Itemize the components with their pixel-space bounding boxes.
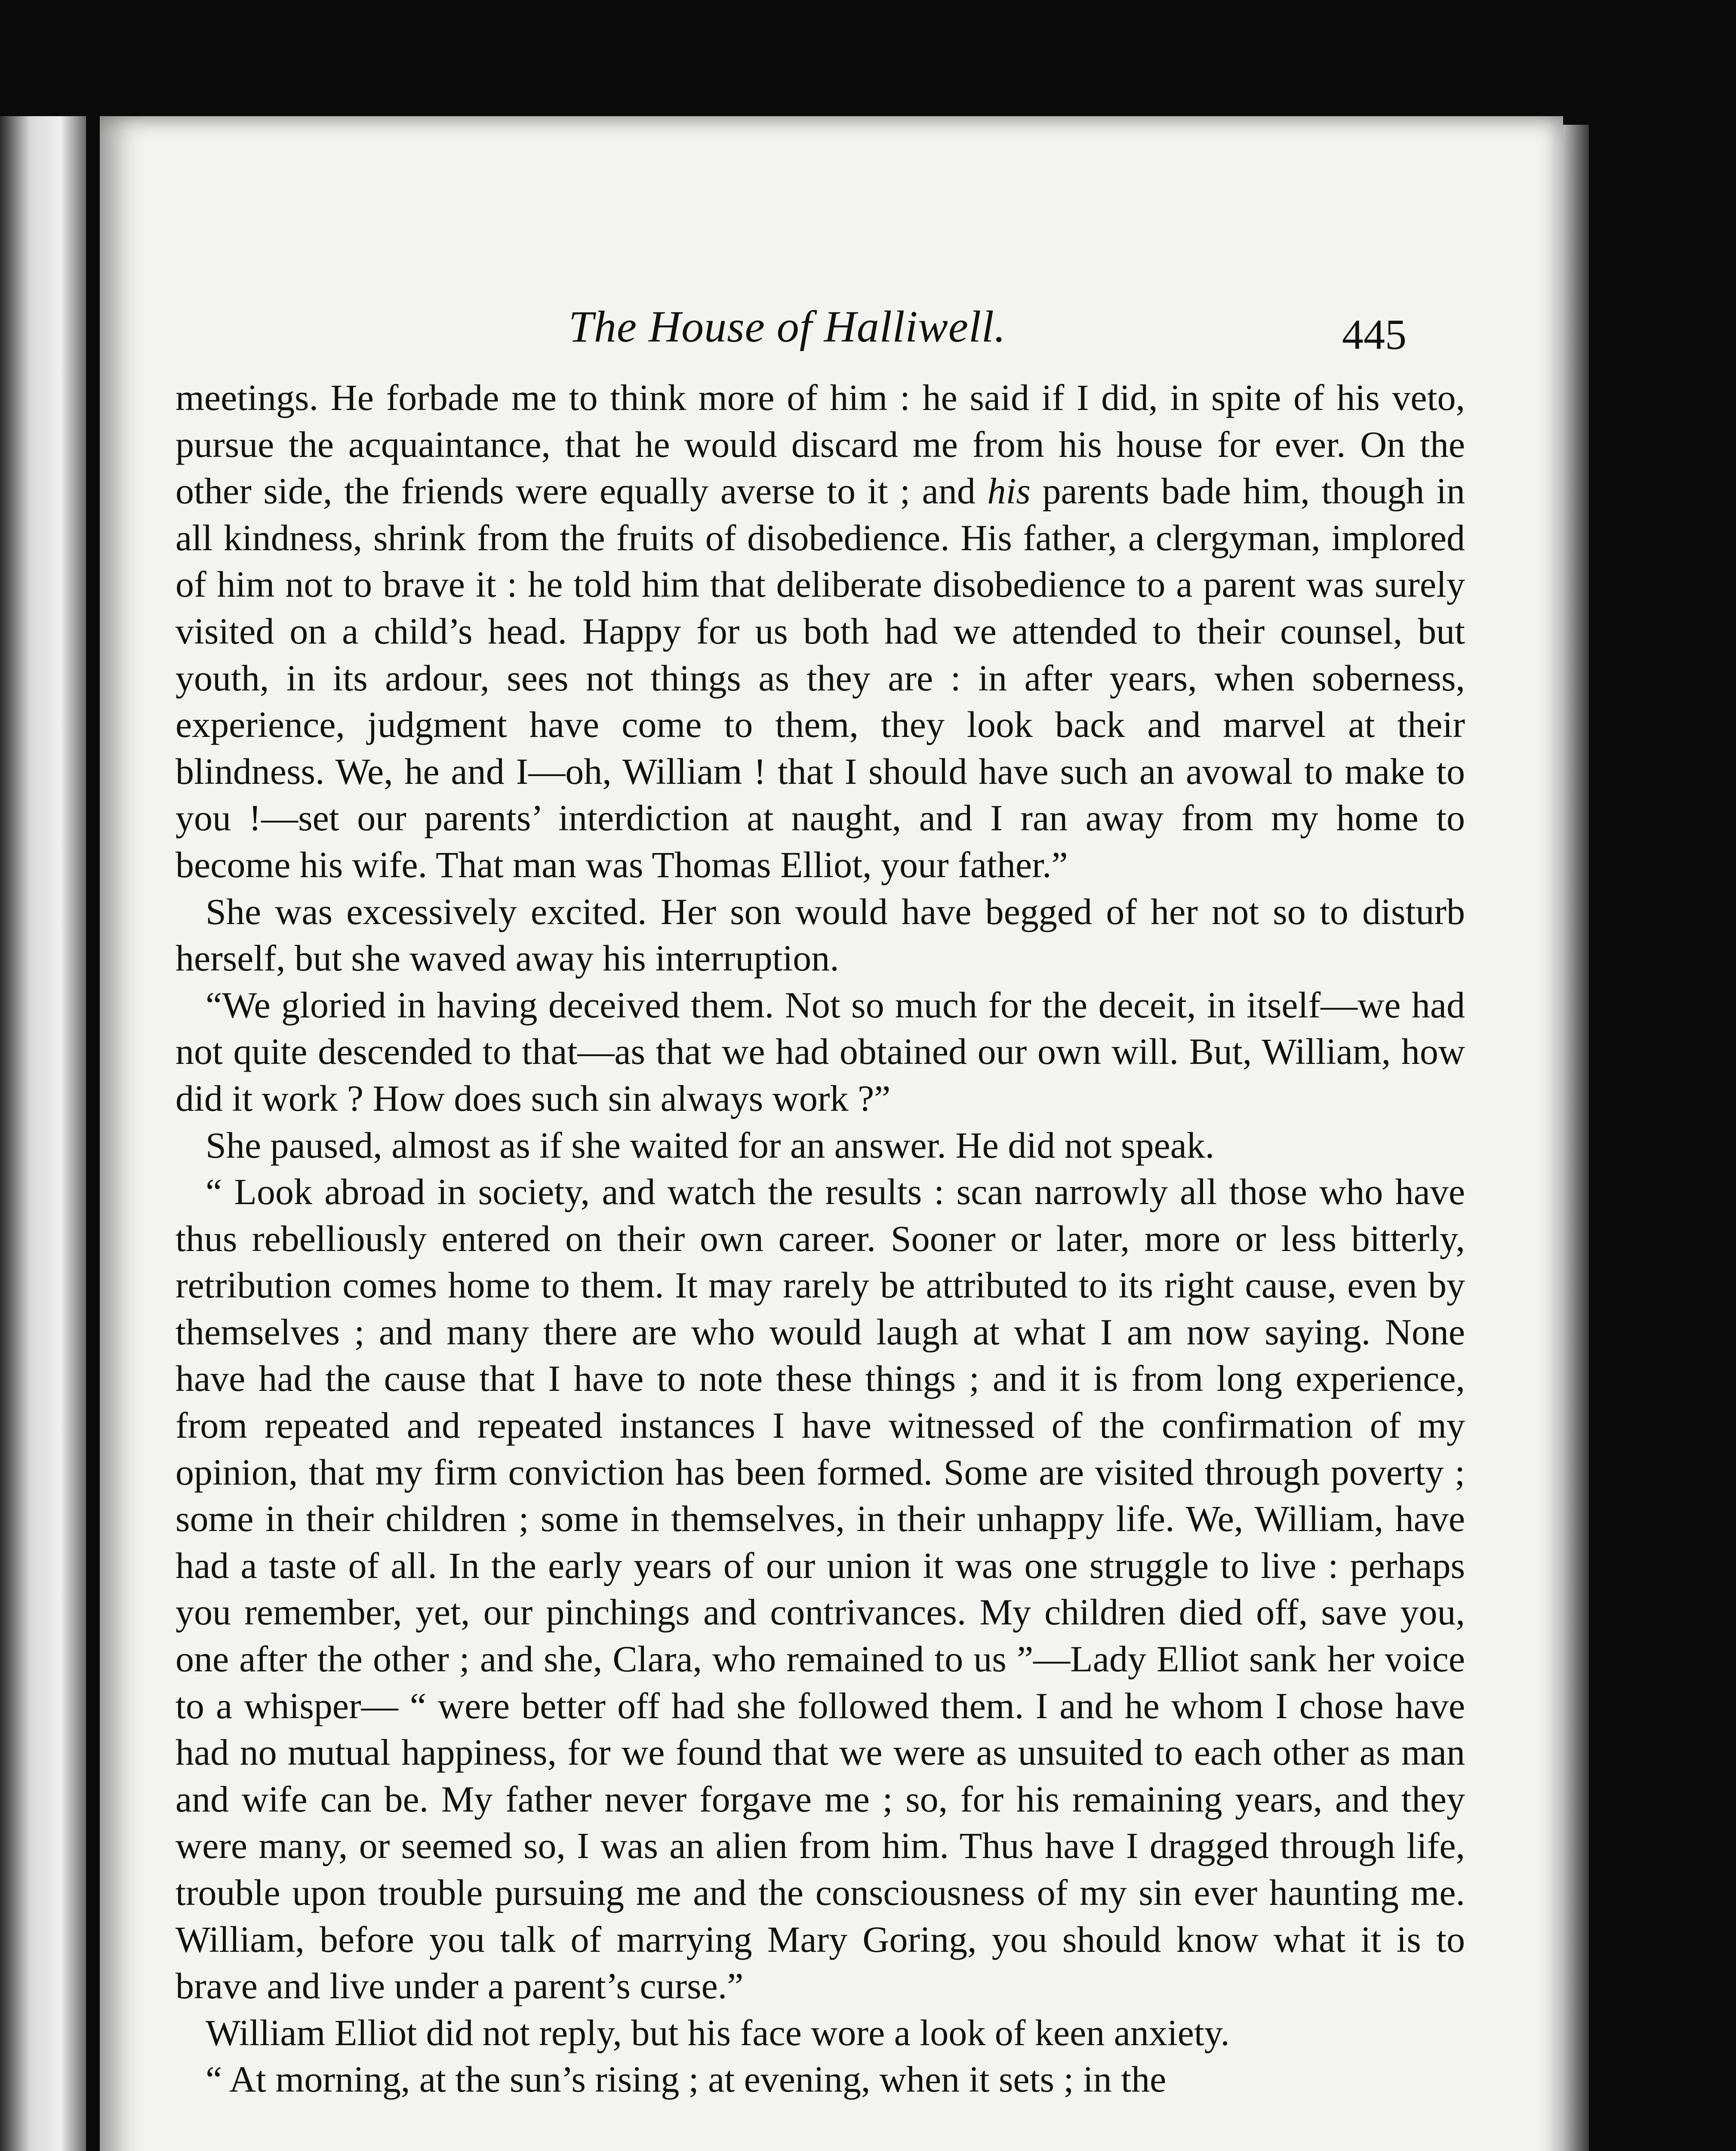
paragraph-4: She paused, almost as if she waited for an answer. He did not speak. bbox=[206, 1124, 1215, 1166]
body-text bbox=[175, 374, 1465, 2103]
previous-page-edge bbox=[0, 116, 86, 2151]
paragraph-7: “ At morning, at the sun’s rising ; at evening, when it sets ; in the bbox=[206, 2059, 1167, 2100]
paragraph-2: She was excessively excited. Her son would have begged of her not so to disturb herself, but she waved away his interruption. bbox=[175, 891, 1465, 979]
paragraph-1: meetings. He forbade me to think more of him : he said if I did, in spite of his veto, pursue the acquaintance, that he would discard me from his house for ever. On the other side, the friends were equally averse to it ; and his parents bade him, though in all kindness, shrink from the fruits of disobedience. His father, a clergyman, implored of him not to brave it : he told him that deliberate disobedience to a parent was surely visited on a child’s head. Happy for us both had we attended to their counsel, but youth, in its ardour, sees not things as they are : in after years, when soberness, experience, judgment have come to them, they look back and marvel at their blindness. We, he and I—oh, William ! that I should have such an avowal to make to you !—set our parents’ interdiction at naught, and I ran away from my home to become his wife. That man was Thomas Elliot, your father.” bbox=[175, 377, 1465, 885]
paragraph-3: “We gloried in having deceived them. Not so much for the deceit, in itself—we had not quite descended to that—as that we had obtained our own will. But, William, how did it work ? How does such sin always work ?” bbox=[175, 984, 1465, 1119]
page-header bbox=[100, 301, 1563, 370]
page-number: 445 bbox=[1342, 311, 1407, 358]
running-head: The House of Halliwell. bbox=[569, 302, 1006, 351]
page-edge-shadow bbox=[1563, 125, 1589, 2151]
paragraph-5: “ Look abroad in society, and watch the results : scan narrowly all those who have thus rebelliously entered on their own career. Sooner or later, more or less bitterly, retribution comes home to them. It may rarely be attributed to its right cause, even by themselves ; and many there are who would laugh at what I am now saying. None have had the cause that I have to note these things ; and it is from long experience, from repeated and repeated instances I have witnessed of the confirmation of my opinion, that my firm conviction has been formed. Some are visited through poverty ; some in their children ; some in themselves, in their unhappy life. We, William, have had a taste of all. In the early years of our union it was one struggle to live : perhaps you remember, yet, our pinchings and contrivances. My children died off, save you, one after the other ; and she, Clara, who remained to us ”—Lady Elliot sank her voice to a whisper— “ were better off had she followed them. I and he whom I chose have had no mutual happiness, for we found that we were as unsuited to each other as man and wife can be. My father never forgave me ; so, for his remaining years, and they were many, or seemed so, I was an alien from him. Thus have I dragged through life, trouble upon trouble pursuing me and the consciousness of my sin ever haunting me. William, before you talk of marrying Mary Goring, you should know what it is to brave and live under a parent’s curse.” bbox=[175, 1171, 1465, 2007]
emphasis-his: his bbox=[987, 470, 1031, 512]
book-page bbox=[100, 116, 1563, 2151]
paragraph-6: William Elliot did not reply, but his face wore a look of keen anxiety. bbox=[206, 2012, 1230, 2053]
